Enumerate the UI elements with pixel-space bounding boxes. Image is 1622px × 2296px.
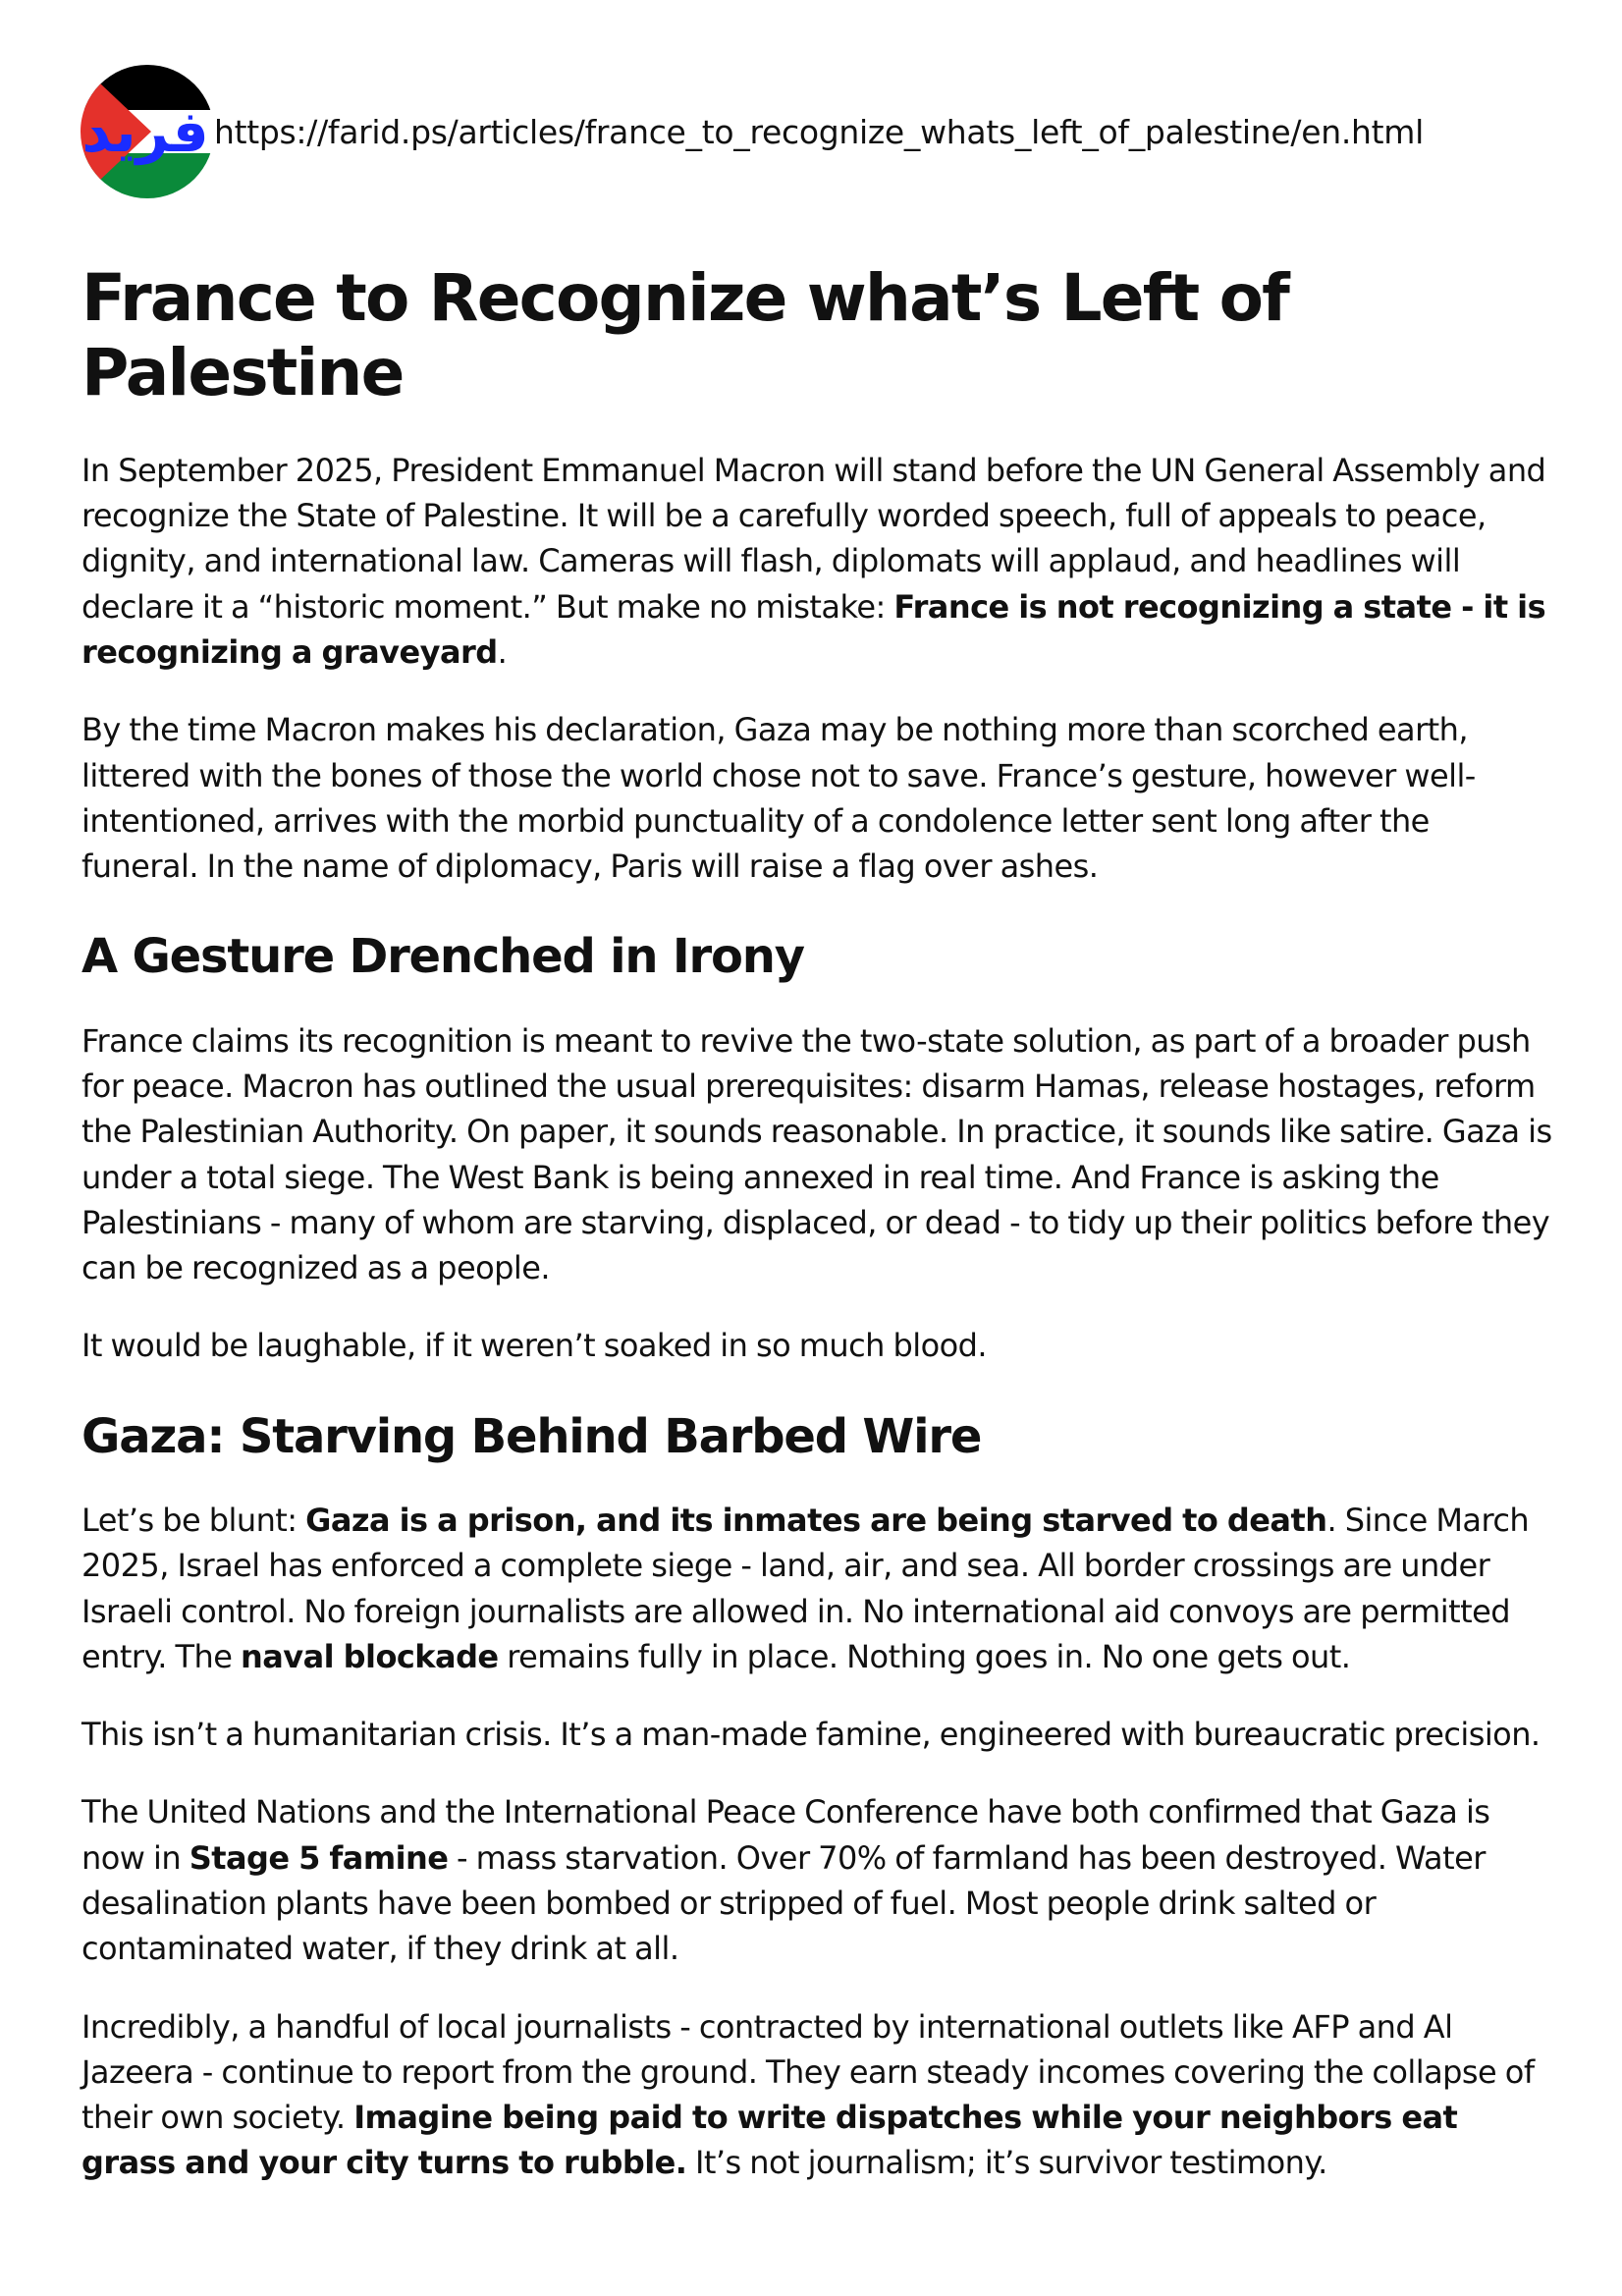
bold-text: Gaza is a prison, and its inmates are being starved to death: [305, 1501, 1327, 1539]
article-title: France to Recognize what’s Left of Palestine: [81, 260, 1289, 410]
paragraph-4: It would be laughable, if it weren’t soaked in so much blood.: [81, 1327, 988, 1365]
text: . Since March 2025, Israel has enforced a complete siege - land, air, and sea. All border crossings are under Israeli control. No foreign journalists are allowed in. No international aid convoys are permitted entry. The: [81, 1501, 1530, 1675]
paragraph-8: [81, 2004, 1554, 2186]
page-header: [81, 65, 1424, 198]
text: remains fully in place. Nothing goes in. No one gets out.: [498, 1637, 1351, 1675]
paragraph-5: [81, 1498, 1554, 1679]
bold-text: Imagine being paid to write dispatches while your neighbors eat grass and your city turns to rubble.: [81, 2099, 1458, 2182]
section-heading-gaza: Gaza: Starving Behind Barbed Wire: [81, 1408, 982, 1464]
logo-text: فريد: [81, 98, 209, 165]
farid-logo[interactable]: [81, 65, 214, 198]
article: [81, 261, 1554, 2218]
text: In September 2025, President Emmanuel Macron will stand before the UN General Assembly and recognize the State of Palestine. It will be a carefully worded speech, full of appeals to peace, dignity, and international law. Cameras will flash, diplomats will applaud, and headlines will declare it a “historic moment.” But make no mistake:: [81, 451, 1546, 626]
paragraph-1: [81, 448, 1554, 675]
bold-text: naval blockade: [241, 1637, 499, 1675]
paragraph-2: By the time Macron makes his declaration, Gaza may be nothing more than scorched earth, littered with the bones of those the world chose not to save. France’s gesture, however well-intentioned, arrives with the morbid punctuality of a condolence letter sent long after the funeral. In the name of diplomacy, Paris will raise a flag over ashes.: [81, 711, 1476, 886]
paragraph-6: This isn’t a humanitarian crisis. It’s a man-made famine, engineered with bureaucratic precision.: [81, 1716, 1541, 1754]
paragraph-7: [81, 1789, 1554, 1971]
text: .: [497, 632, 508, 671]
page-url[interactable]: https://farid.ps/articles/france_to_recognize_whats_left_of_palestine/en.html: [214, 112, 1424, 151]
bold-text: France is not recognizing a state - it is recognizing a graveyard: [81, 587, 1546, 671]
text: - mass starvation. Over 70% of farmland has been destroyed. Water desalination plants have been bombed or stripped of fuel. Most people drink salted or contaminated water, if they drink at all.: [81, 1838, 1486, 1968]
text: The United Nations and the International Peace Conference have both confirmed that Gaza is now in: [81, 1793, 1490, 1877]
text: It’s not journalism; it’s survivor testimony.: [686, 2144, 1327, 2182]
paragraph-3: France claims its recognition is meant to revive the two-state solution, as part of a broader push for peace. Macron has outlined the usual prerequisites: disarm Hamas, release hostages, reform the Palestinian Authority. On paper, it sounds reasonable. In practice, it sounds like satire. Gaza is under a total siege. The West Bank is being annexed in real time. And France is asking the Palestinians - many of whom are starving, displaced, or dead - to tidy up their politics before they can be recognized as a people.: [81, 1021, 1552, 1287]
text: Let’s be blunt:: [81, 1501, 306, 1539]
text: Incredibly, a handful of local journalists - contracted by international outlets like AFP and Al Jazeera - continue to report from the ground. They earn steady incomes covering the collapse of their own society.: [81, 2007, 1535, 2137]
bold-text: Stage 5 famine: [189, 1838, 449, 1877]
section-heading-irony: A Gesture Drenched in Irony: [81, 929, 804, 985]
